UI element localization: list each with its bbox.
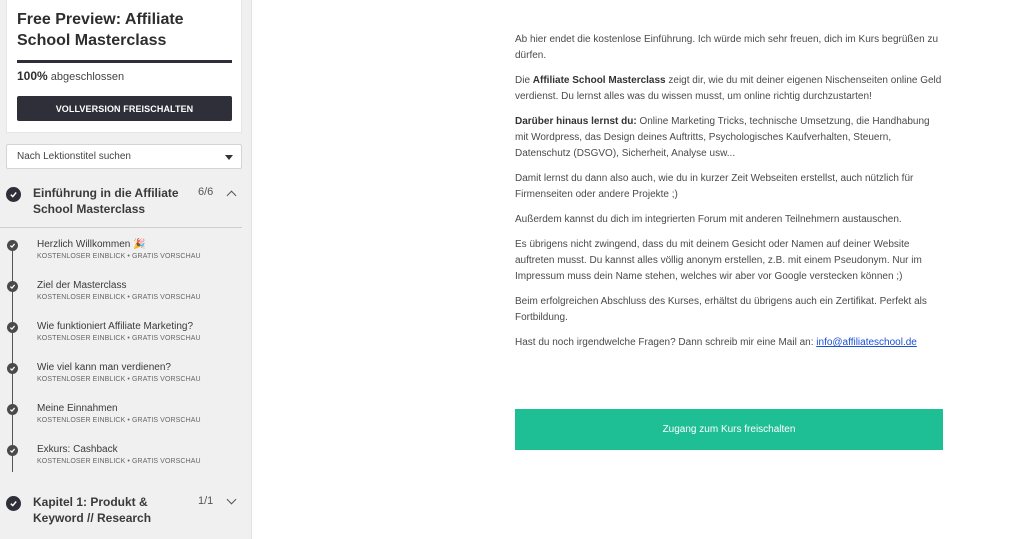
lesson-title: Ziel der Masterclass xyxy=(37,280,127,291)
text: zeigt dir, wie du mit deiner eigenen Nischenseiten online Geld verdienst. Du lernst alles was du wissen musst, um online richtig durchzustarten! xyxy=(515,75,942,102)
sidebar xyxy=(0,0,252,539)
lesson-title: Exkurs: Cashback xyxy=(37,444,118,455)
lesson-title: Wie funktioniert Affiliate Marketing? xyxy=(37,321,194,332)
section-title: Einführung in die Affiliate School Masterclass xyxy=(33,186,179,216)
text: Hast du noch irgendwelche Fragen? Dann schreib mir eine Mail an: xyxy=(515,337,817,348)
paragraph xyxy=(515,335,945,351)
paragraph: Ab hier endet die kostenlose Einführung. Ich würde mich sehr freuen, dich im Kurs begrüßen zu dürfen. xyxy=(515,34,939,61)
lesson-subtitle: KOSTENLOSER EINBLICK • GRATIS VORSCHAU xyxy=(37,458,201,465)
chevron-up-icon[interactable] xyxy=(227,191,237,201)
lesson-title: Meine Einnahmen xyxy=(37,403,118,414)
section-count: 1/1 xyxy=(198,495,214,507)
bold-text: Affiliate School Masterclass xyxy=(532,75,666,86)
progress-label: abgeschlossen xyxy=(50,71,125,83)
lesson-search-select[interactable] xyxy=(6,144,242,169)
unlock-course-button[interactable]: Zugang zum Kurs freischalten xyxy=(515,409,943,450)
text: Die xyxy=(515,75,533,86)
chevron-down-icon[interactable] xyxy=(227,495,237,505)
lesson-item[interactable] xyxy=(0,281,242,313)
lesson-subtitle: KOSTENLOSER EINBLICK • GRATIS VORSCHAU xyxy=(37,376,201,383)
section-header-intro[interactable] xyxy=(0,185,242,219)
paragraph: Es übrigens nicht zwingend, dass du mit deinem Gesicht oder Namen auf deiner Website auftreten musst. Du kannst alles völlig anonym erstellen, z.B. mit einem Pseudonym. Nur im Impressum muss dein Name stehen, welches wir aber vor Google verstecken können ;) xyxy=(515,239,922,282)
progress-bar xyxy=(17,60,232,63)
lesson-subtitle: KOSTENLOSER EINBLICK • GRATIS VORSCHAU xyxy=(37,253,201,260)
lesson-search-placeholder: Nach Lektionstitel suchen xyxy=(17,151,131,162)
lesson-item[interactable] xyxy=(0,322,242,354)
paragraph: Beim erfolgreichen Abschluss des Kurses, erhältst du übrigens auch ein Zertifikat. Perfekt als Fortbildung. xyxy=(515,296,927,323)
check-circle-icon xyxy=(7,281,18,292)
progress-status xyxy=(17,69,231,83)
lesson-title: Wie viel kann man verdienen? xyxy=(37,362,171,373)
unlock-full-version-button[interactable]: VOLLVERSION FREISCHALTEN xyxy=(17,96,232,121)
check-circle-icon xyxy=(7,322,18,333)
lesson-subtitle: KOSTENLOSER EINBLICK • GRATIS VORSCHAU xyxy=(37,335,201,342)
lesson-item[interactable] xyxy=(0,363,242,395)
course-card xyxy=(6,0,242,133)
check-circle-icon xyxy=(7,445,18,456)
lesson-content xyxy=(515,32,945,360)
email-link[interactable]: info@affiliateschool.de xyxy=(816,337,917,348)
lesson-item[interactable] xyxy=(0,240,242,272)
lesson-title: Herzlich Willkommen 🎉 xyxy=(37,239,146,250)
paragraph xyxy=(515,114,945,162)
check-circle-icon xyxy=(7,363,18,374)
section-title: Kapitel 1: Produkt & Keyword // Research xyxy=(33,495,152,525)
check-circle-icon xyxy=(6,496,21,511)
lesson-item[interactable] xyxy=(0,404,242,436)
lesson-subtitle: KOSTENLOSER EINBLICK • GRATIS VORSCHAU xyxy=(37,417,201,424)
paragraph: Außerdem kannst du dich im integrierten Forum mit anderen Teilnehmern austauschen. xyxy=(515,214,902,225)
divider xyxy=(0,227,242,228)
bold-text: Darüber hinaus lernst du: xyxy=(515,116,637,127)
lesson-item[interactable] xyxy=(0,445,242,477)
check-circle-icon xyxy=(7,240,18,251)
section-count: 6/6 xyxy=(198,186,214,198)
paragraph xyxy=(515,73,945,105)
text: Online Marketing Tricks, technische Umsetzung, die Handhabung mit Wordpress, das Design deines Auftritts, Psychologisches Kaufverhalten, Steuern, Datenschutz (DSGVO), Sicherheit, Analyse usw... xyxy=(515,116,930,159)
check-circle-icon xyxy=(7,404,18,415)
paragraph: Damit lernst du dann also auch, wie du in kurzer Zeit Webseiten erstellst, auch nützlich für Firmenseiten oder andere Projekte ;) xyxy=(515,173,914,200)
course-title: Free Preview: Affiliate School Masterclass xyxy=(17,11,184,49)
caret-down-icon xyxy=(225,155,233,160)
progress-percent: 100% xyxy=(17,69,48,83)
section-header-chapter-1[interactable] xyxy=(0,494,242,528)
check-circle-icon xyxy=(6,187,21,202)
lesson-subtitle: KOSTENLOSER EINBLICK • GRATIS VORSCHAU xyxy=(37,294,201,301)
